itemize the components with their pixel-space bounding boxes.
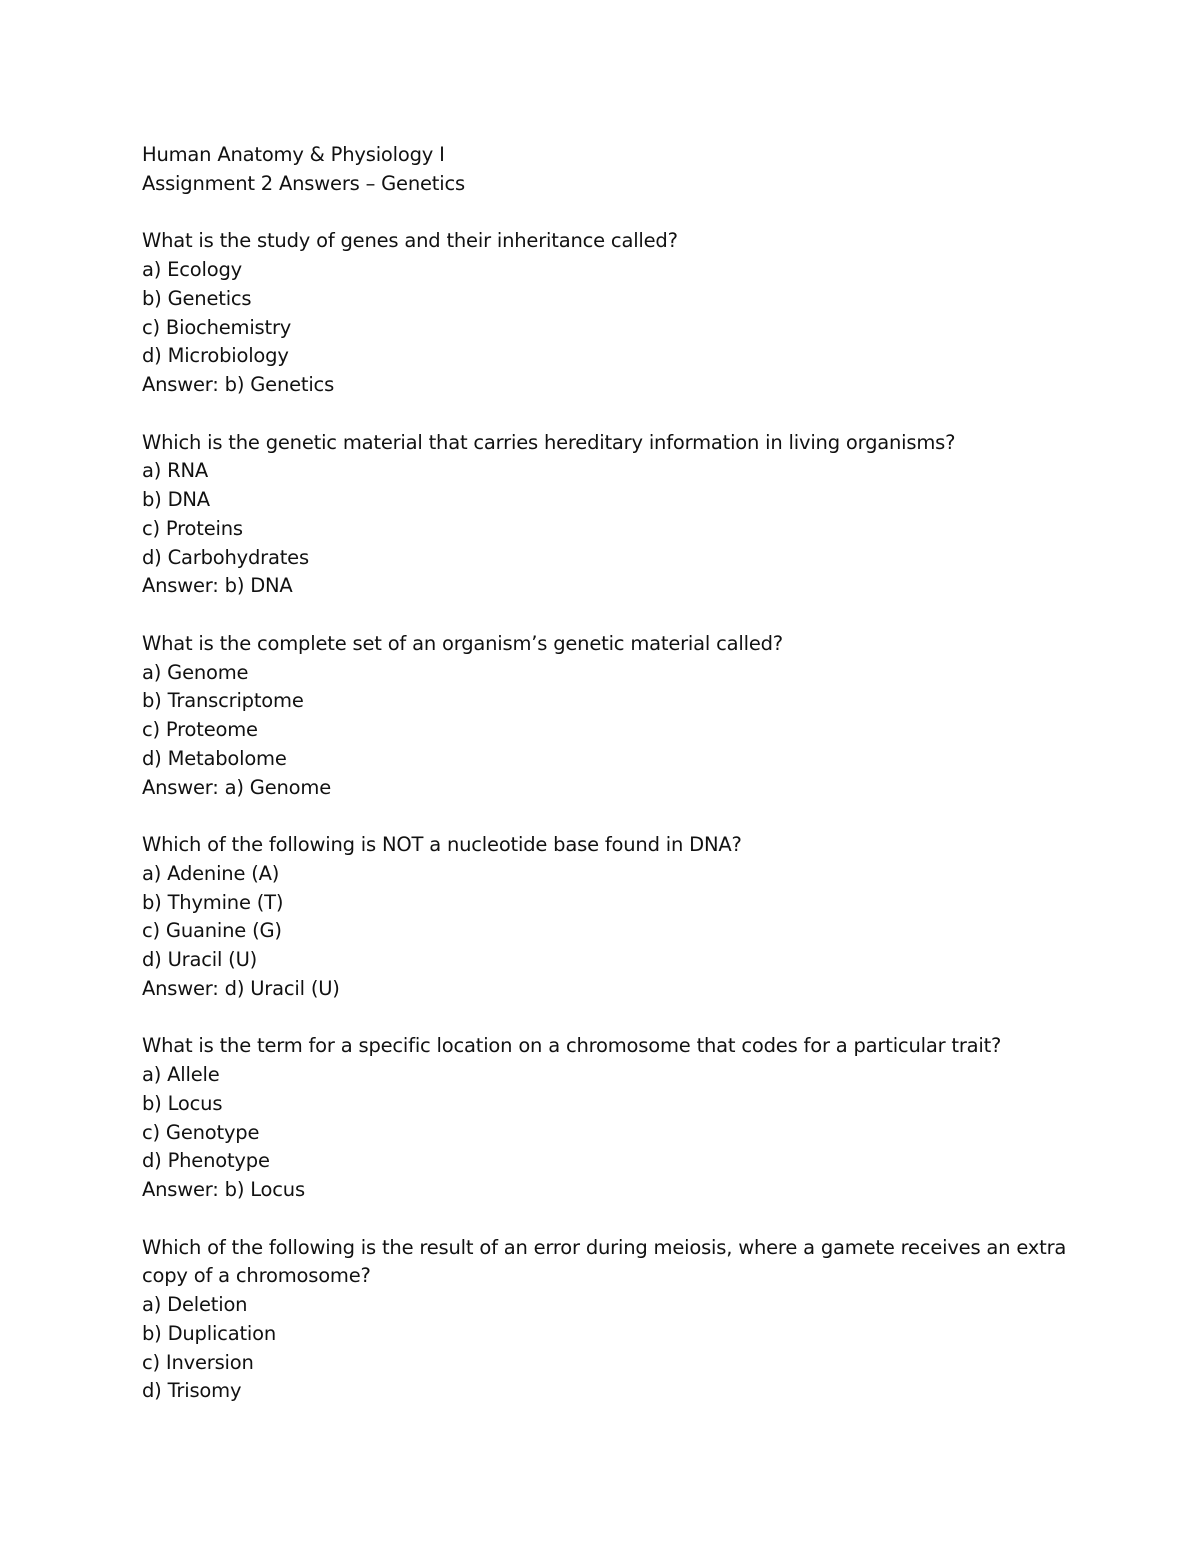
- answer-option: a) Ecology: [142, 258, 242, 281]
- answer-option: b) Duplication: [142, 1321, 276, 1345]
- question-3: [142, 630, 1082, 803]
- question-4: [142, 831, 1082, 1004]
- answer-option: d) Metabolome: [142, 746, 287, 770]
- correct-answer: Answer: d) Uracil (U): [142, 976, 340, 1000]
- question-prompt: Which of the following is NOT a nucleotide base found in DNA?: [142, 833, 742, 856]
- question-prompt: What is the study of genes and their inheritance called?: [142, 229, 678, 253]
- correct-answer: Answer: b) DNA: [142, 574, 293, 598]
- answer-option: a) RNA: [142, 459, 209, 483]
- answer-option: d) Uracil (U): [142, 948, 258, 971]
- question-6: [142, 1234, 1082, 1407]
- answer-option: c) Genotype: [142, 1120, 260, 1144]
- answer-option: d) Phenotype: [142, 1149, 270, 1173]
- answer-option: a) Genome: [142, 660, 249, 684]
- answer-option: b) DNA: [142, 488, 210, 511]
- answer-option: b) Transcriptome: [142, 689, 304, 713]
- question-prompt: What is the term for a specific location on a chromosome that codes for a particular trait?: [142, 1034, 1002, 1058]
- correct-answer: Answer: a) Genome: [142, 775, 331, 799]
- assignment-title: Assignment 2 Answers – Genetics: [142, 171, 465, 195]
- answer-option: b) Genetics: [142, 286, 252, 310]
- question-prompt-line-1: Which of the following is the result of an error during meiosis, where a gamete receives an extra: [142, 1235, 1067, 1259]
- answer-option: c) Proteins: [142, 516, 243, 540]
- question-prompt-line-2: copy of a chromosome?: [142, 1264, 371, 1288]
- question-prompt: What is the complete set of an organism’s genetic material called?: [142, 631, 783, 655]
- answer-option: c) Proteome: [142, 718, 258, 741]
- correct-answer: Answer: b) Locus: [142, 1178, 305, 1201]
- answer-option: d) Trisomy: [142, 1379, 242, 1403]
- answer-option: b) Thymine (T): [142, 890, 284, 914]
- answer-option: d) Microbiology: [142, 344, 289, 368]
- answer-option: c) Guanine (G): [142, 919, 282, 943]
- course-title: Human Anatomy & Physiology I: [142, 143, 445, 166]
- answer-option: a) Deletion: [142, 1293, 248, 1316]
- answer-option: a) Allele: [142, 1063, 220, 1086]
- answer-option: c) Inversion: [142, 1350, 254, 1374]
- answer-option: c) Biochemistry: [142, 315, 292, 339]
- answer-option: d) Carbohydrates: [142, 545, 309, 569]
- correct-answer: Answer: b) Genetics: [142, 373, 335, 396]
- question-2: [142, 429, 1082, 602]
- document-body: [142, 141, 1082, 1406]
- answer-option: a) Adenine (A): [142, 861, 280, 885]
- document-header: [142, 141, 1082, 199]
- question-1: [142, 227, 1082, 400]
- question-prompt: Which is the genetic material that carries hereditary information in living organisms?: [142, 430, 956, 454]
- answer-option: b) Locus: [142, 1091, 223, 1115]
- question-5: [142, 1032, 1082, 1205]
